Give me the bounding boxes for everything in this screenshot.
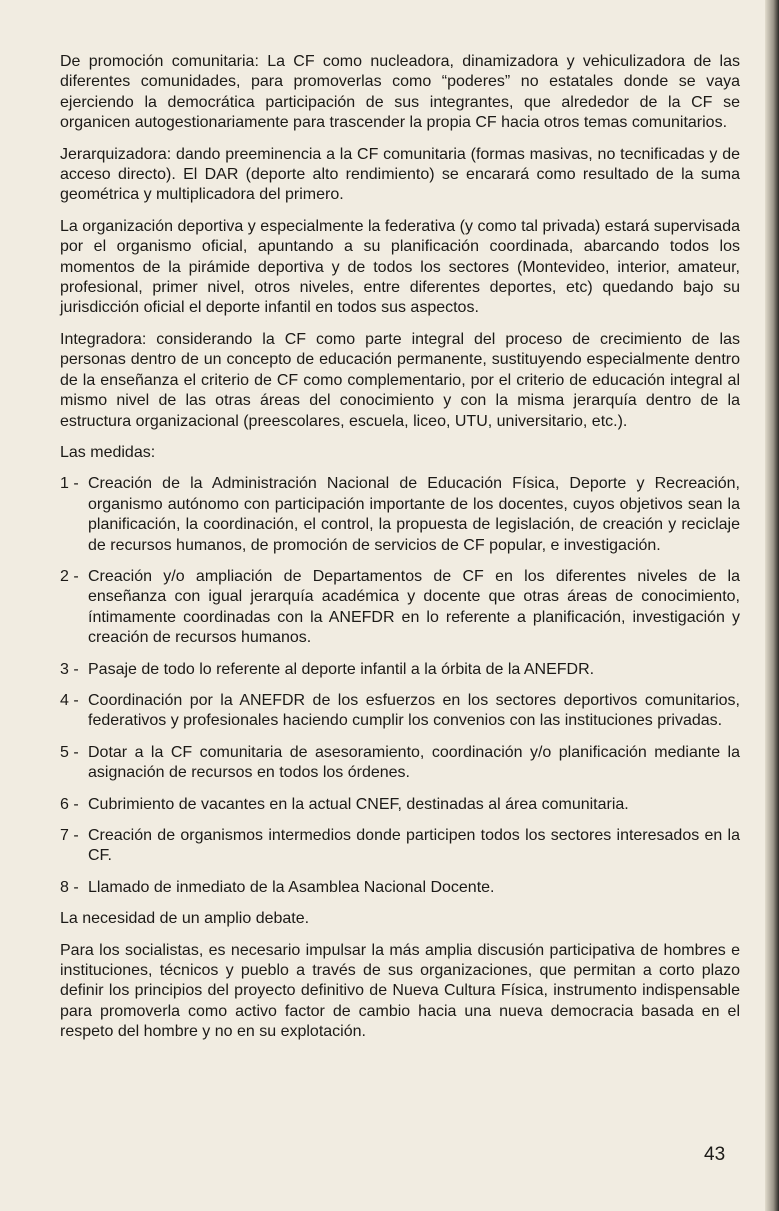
paragraph-organizacion-deportiva: La organización deportiva y especialmente la federativa (y como tal privada) estará supervisada por el organismo oficial, apuntando a su planificación coordinada, abarcando todos los momentos de la pirámide deportiva y de todos los sectores (Montevideo, interior, amateur, profesional, primer nivel, otros niveles, entre diferentes deportes, etc) quedando bajo su jurisdicción oficial el deporte infantil en todos sus aspectos. xyxy=(60,217,740,317)
list-item-text: Creación de la Administración Nacional de Educación Física, Deporte y Recreación, organismo autónomo con participación importante de los docentes, cuyos objetivos sean la planificación, la coordinación, el control, la propuesta de legislación, de creación y reciclaje de recursos humanos, de promoción de servicios de CF popular, e investigación. xyxy=(88,475,740,554)
list-item xyxy=(60,878,740,898)
list-item xyxy=(60,743,740,784)
list-item xyxy=(60,691,740,732)
list-item-text: Cubrimiento de vacantes en la actual CNEF, destinadas al área comunitaria. xyxy=(88,795,629,813)
list-item-text: Dotar a la CF comunitaria de asesoramiento, coordinación y/o planificación mediante la asignación de recursos en todos los órdenes. xyxy=(88,743,740,782)
measures-list xyxy=(60,474,740,898)
list-item-text: Llamado de inmediato de la Asamblea Nacional Docente. xyxy=(88,878,495,896)
list-item xyxy=(60,474,740,556)
paragraph-promocion-comunitaria: De promoción comunitaria: La CF como nucleadora, dinamizadora y vehiculizadora de las diferentes comunidades, para promoverlas como “poderes” no estatales donde se vaya ejerciendo la democrática participación de sus integrantes, que alrededor de la CF se organicen autogestionariamente para trascender la propia CF hacia otros temas comunitarios. xyxy=(60,53,740,132)
page-text xyxy=(60,52,740,1054)
list-item-text: Creación y/o ampliación de Departamentos de CF en los diferentes niveles de la enseñanza con igual jerarquía académica y docente que otras áreas de conocimiento, íntimamente coordinadas con la ANEFDR en lo referente a planificación, investigación y creación de recursos humanos. xyxy=(88,567,740,647)
list-item-number: 2 - xyxy=(60,567,79,585)
list-item xyxy=(60,795,740,815)
list-item xyxy=(60,567,740,649)
measures-heading: Las medidas: xyxy=(60,443,156,461)
list-item xyxy=(60,660,740,680)
list-item-number: 8 - xyxy=(60,878,79,896)
list-item-text: Pasaje de todo lo referente al deporte infantil a la órbita de la ANEFDR. xyxy=(88,660,595,678)
list-item-number: 4 - xyxy=(60,691,79,709)
debate-heading: La necesidad de un amplio debate. xyxy=(60,910,310,928)
list-item-number: 5 - xyxy=(60,743,79,761)
list-item-number: 3 - xyxy=(60,660,79,678)
list-item-number: 1 - xyxy=(60,475,79,493)
list-item-text: Coordinación por la ANEFDR de los esfuerzos en los sectores deportivos comunitarios, federativos y profesionales haciendo cumplir los convenios con las instituciones privadas. xyxy=(88,691,740,730)
paragraph-debate: Para los socialistas, es necesario impulsar la más amplia discusión participativa de hombres e instituciones, técnicos y pueblo a través de sus organizaciones, que permitan a corto plazo definir los principios del proyecto definitivo de Nueva Cultura Física, instrumento indispensable para promoverla como activo factor de cambio hacia una nueva democracia basada en el respeto del hombre y no en su explotación. xyxy=(60,941,740,1041)
list-item-number: 7 - xyxy=(60,827,79,844)
list-item-number: 6 - xyxy=(60,795,79,813)
list-item-text: Creación de organismos intermedios donde participen todos los sectores interesados en la CF. xyxy=(88,827,740,865)
paragraph-jerarquizadora: Jerarquizadora: dando preeminencia a la CF comunitaria (formas masivas, no tecnificadas y de acceso directo). El DAR (deporte alto rendimiento) se encarará como resultado de la suma geométrica y multiplicadora del primero. xyxy=(60,145,740,204)
paragraph-integradora: Integradora: considerando la CF como parte integral del proceso de crecimiento de las personas dentro de un concepto de educación permanente, sustituyendo especialmente dentro de la enseñanza el criterio de CF como complementario, por el criterio de educación integral al mismo nivel de las otras áreas del conocimiento y con la misma jerarquía dentro de la estructura organizacional (preescolares, escuela, liceo, UTU, universitario, etc.). xyxy=(60,330,740,430)
list-item xyxy=(60,826,740,867)
book-spine-shadow xyxy=(765,0,779,1211)
page-number: 43 xyxy=(704,1144,726,1165)
